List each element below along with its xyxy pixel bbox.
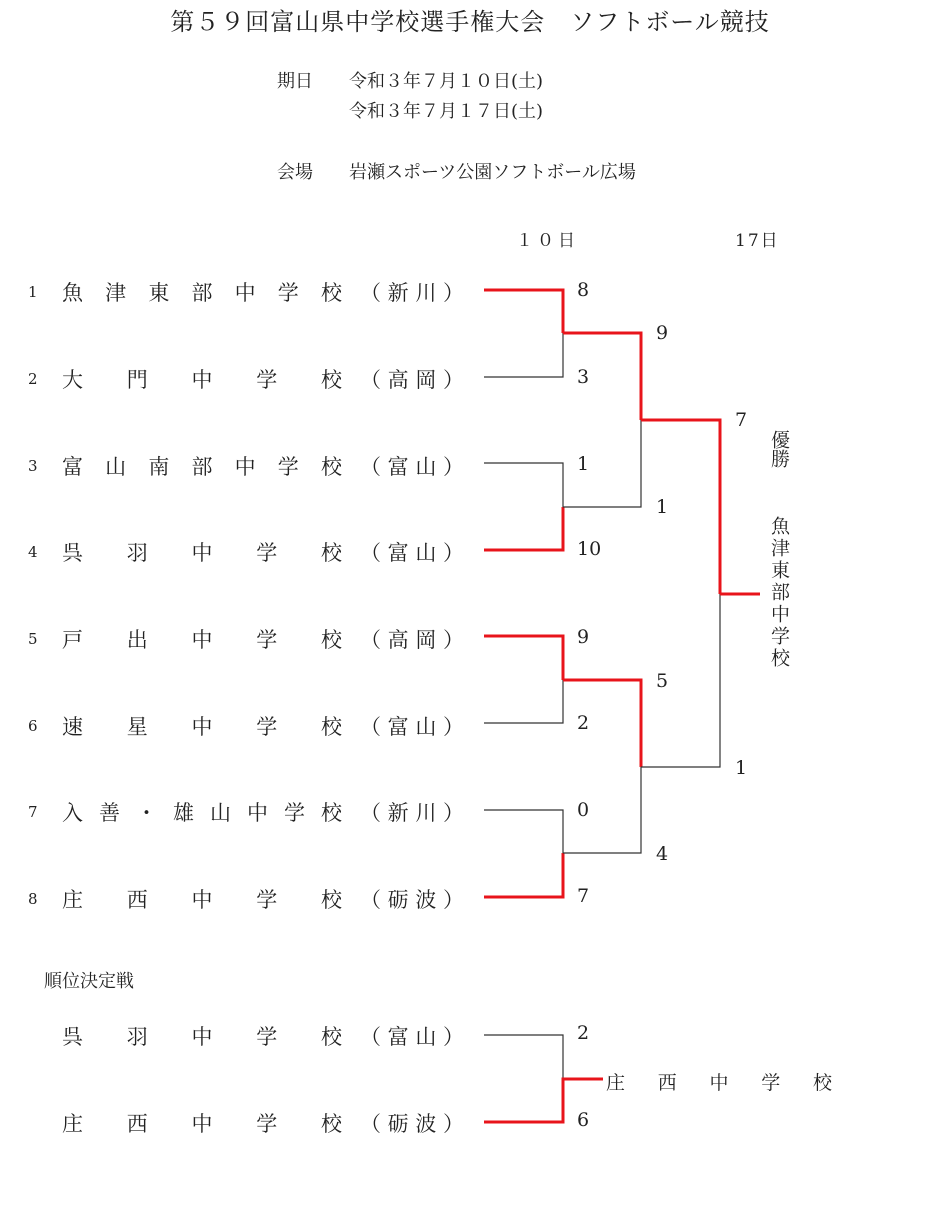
final-score: 1 xyxy=(735,757,748,779)
team-region: （ 富 山 ） xyxy=(360,455,464,479)
first-round-score: 9 xyxy=(577,626,590,648)
bracket-line-loser xyxy=(484,810,563,853)
bracket-line-winner xyxy=(641,420,720,594)
first-round-score: 8 xyxy=(577,279,590,301)
team-name: 庄 西 中 学 校 xyxy=(62,888,342,912)
champion-name: 魚津東部中学校 xyxy=(768,516,790,670)
bracket-line-loser xyxy=(563,420,641,507)
bracket-line-winner xyxy=(563,680,641,767)
placement-title: 順位決定戦 xyxy=(44,971,134,992)
team-seed-number: 3 xyxy=(28,457,38,475)
team-name: 戸 出 中 学 校 xyxy=(62,628,342,652)
team-name: 魚 津 東 部 中 学 校 xyxy=(62,281,342,305)
team-region: （ 新 川 ） xyxy=(360,281,464,305)
placement-team-region: （ 富 山 ） xyxy=(360,1025,464,1049)
semifinal-score: 9 xyxy=(656,322,669,344)
team-name: 富 山 南 部 中 学 校 xyxy=(62,455,342,479)
day-header-10: １０日 xyxy=(516,231,579,251)
bracket-line-loser xyxy=(641,594,720,767)
team-seed-number: 6 xyxy=(28,717,38,735)
team-seed-number: 7 xyxy=(28,803,38,821)
team-region: （ 高 岡 ） xyxy=(360,628,464,652)
team-name: 大 門 中 学 校 xyxy=(62,368,342,392)
first-round-score: 0 xyxy=(577,799,590,821)
team-name: 速 星 中 学 校 xyxy=(62,715,342,739)
team-name: 呉 羽 中 学 校 xyxy=(62,541,342,565)
placement-team-region: （ 砺 波 ） xyxy=(360,1112,464,1136)
page-title: 第５９回富山県中学校選手権大会 ソフトボール競技 xyxy=(170,8,770,36)
bracket-line-loser xyxy=(563,767,641,853)
bracket-line-winner xyxy=(484,636,563,680)
first-round-score: 2 xyxy=(577,712,590,734)
placement-score: 6 xyxy=(577,1109,590,1131)
bracket-line-winner xyxy=(563,333,641,420)
placement-score: 2 xyxy=(577,1022,590,1044)
venue: 岩瀬スポーツ公園ソフトボール広場 xyxy=(349,162,636,183)
champion-label: 優勝 xyxy=(768,430,790,468)
first-round-score: 3 xyxy=(577,366,590,388)
bracket-line-winner xyxy=(484,1079,603,1122)
semifinal-score: 4 xyxy=(656,843,669,865)
date-1: 令和３年７月１０日(土) xyxy=(349,71,544,92)
team-region: （ 富 山 ） xyxy=(360,541,464,565)
date-2: 令和３年７月１７日(土) xyxy=(349,101,544,122)
first-round-score: 10 xyxy=(577,538,602,560)
placement-winner: 庄 西 中 学 校 xyxy=(606,1072,832,1094)
team-region: （ 高 岡 ） xyxy=(360,368,464,392)
venue-label: 会場 xyxy=(277,162,313,183)
team-region: （ 富 山 ） xyxy=(360,715,464,739)
semifinal-score: 5 xyxy=(656,670,669,692)
team-name: 入 善 ・ 雄 山 中 学 校 xyxy=(62,801,342,825)
team-seed-number: 5 xyxy=(28,630,38,648)
team-seed-number: 1 xyxy=(28,283,38,301)
semifinal-score: 1 xyxy=(656,496,669,518)
first-round-score: 1 xyxy=(577,453,590,475)
final-score: 7 xyxy=(735,409,748,431)
team-seed-number: 2 xyxy=(28,370,38,388)
bracket-line-winner xyxy=(484,853,563,897)
dates-label: 期日 xyxy=(277,71,313,92)
bracket-line-loser xyxy=(484,680,563,723)
team-seed-number: 8 xyxy=(28,890,38,908)
placement-team-name: 呉 羽 中 学 校 xyxy=(62,1025,342,1049)
bracket-line-winner xyxy=(484,507,563,550)
team-region: （ 砺 波 ） xyxy=(360,888,464,912)
bracket-line-loser xyxy=(484,463,563,507)
day-header-17: 17日 xyxy=(735,231,780,251)
bracket-line-loser xyxy=(484,333,563,377)
placement-team-name: 庄 西 中 学 校 xyxy=(62,1112,342,1136)
bracket-line-loser xyxy=(484,1035,563,1079)
bracket-line-winner xyxy=(484,290,563,333)
first-round-score: 7 xyxy=(577,885,590,907)
team-region: （ 新 川 ） xyxy=(360,801,464,825)
team-seed-number: 4 xyxy=(28,543,38,561)
